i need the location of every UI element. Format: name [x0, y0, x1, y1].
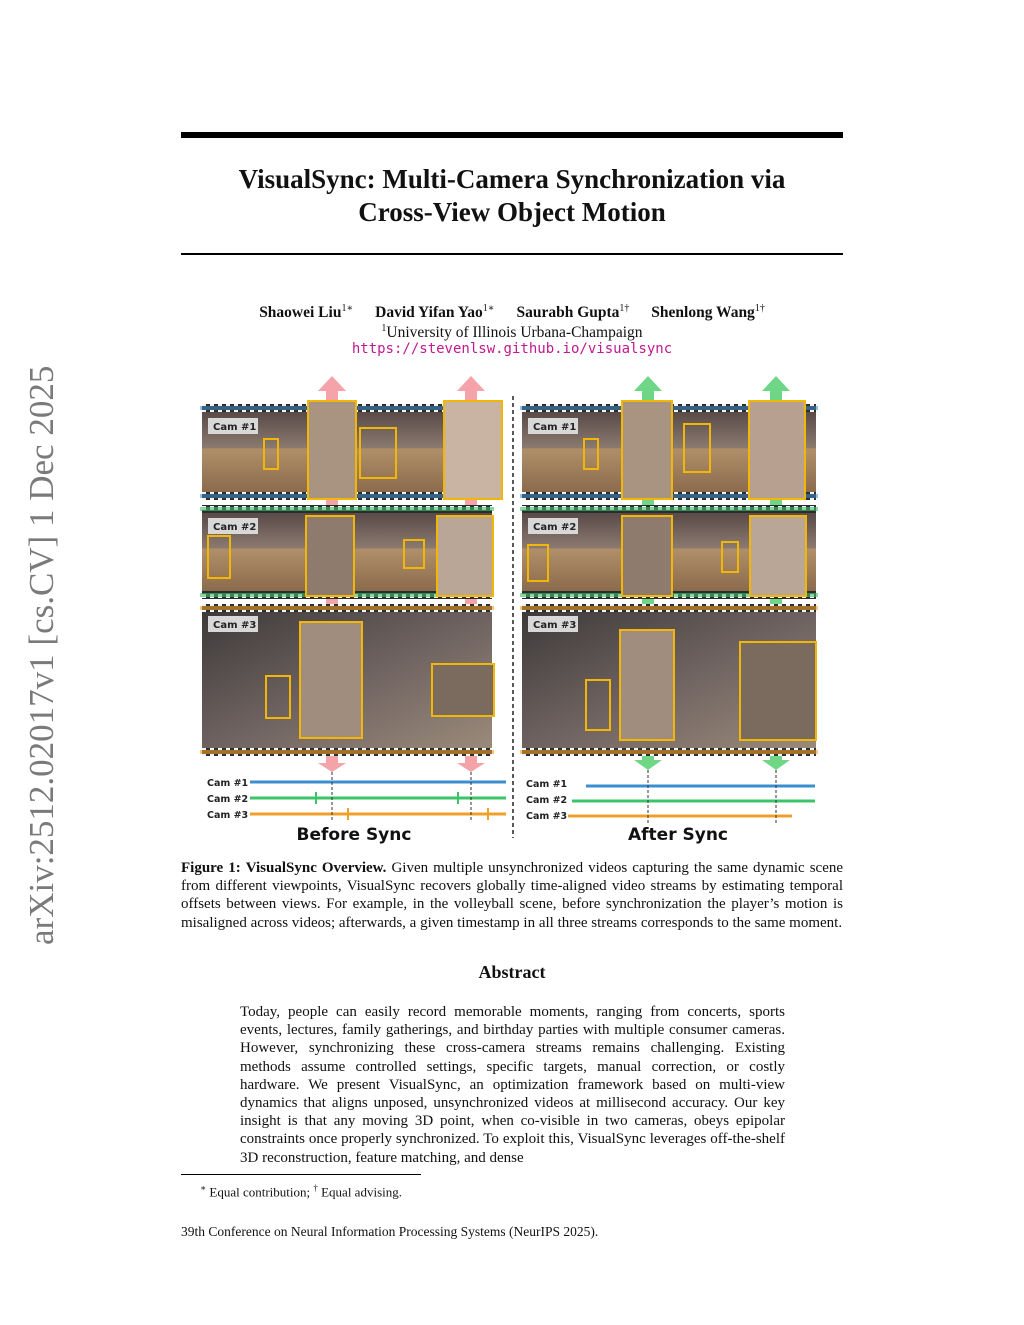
- after-sync-panel: [520, 376, 818, 845]
- after-sync-label: After Sync: [627, 825, 729, 845]
- affiliation: $^1$University of Illinois Urbana-Champaign: [381, 323, 643, 342]
- title-line-2: Cross-View Object Motion: [358, 197, 666, 227]
- author: Shaowei Liu$^{1∗}$: [259, 303, 354, 322]
- paper-title: [181, 163, 843, 229]
- timeline-label-cam3: Cam #3: [207, 810, 249, 821]
- title-top-rule: [181, 132, 843, 138]
- before-sync-label: Before Sync: [296, 825, 412, 845]
- before-sync-panel: [200, 376, 506, 845]
- arxiv-identifier: arXiv:2512.02017v1 [cs.CV] 1 Dec 2025: [22, 365, 61, 945]
- caption-title: VisualSync Overview.: [245, 860, 387, 876]
- venue-line: 39th Conference on Neural Information Processing Systems (NeurIPS 2025).: [181, 1224, 599, 1239]
- cam-2-label: Cam #2: [213, 522, 257, 533]
- figure-caption: [181, 859, 843, 932]
- timeline-label-cam3-after: Cam #3: [526, 811, 568, 822]
- caption-label: Figure 1:: [181, 860, 241, 876]
- abstract-text: Today, people can easily record memorable moments, ranging from concerts, sports events, lectures, family gatherings, and birthday parties with multiple consumer cameras. However, synchronizing these cross-camera streams remains challenging. Existing methods assume controlled settings, specific targets, manual correction, or costly hardware. We present VisualSync, an optimization framework based on multi-view dynamics that aligns unposed, unsynchronized videos at millisecond accuracy. Our key insight is that any moving 3D point, when co-visible in two cameras, obeys epipolar constraints once properly synchronized. To exploit this, VisualSync leverages off-the-shelf 3D reconstruction, feature matching, and dense: [240, 1004, 785, 1166]
- author: Saurabh Gupta$^{1\dagger}$: [516, 303, 630, 322]
- cam-3-label: Cam #3: [213, 620, 257, 631]
- author: Shenlong Wang$^{1\dagger}$: [651, 303, 765, 322]
- cam-3-label-after: Cam #3: [533, 620, 577, 631]
- timeline-label-cam2-after: Cam #2: [526, 795, 568, 806]
- footnote-rule: [181, 1174, 421, 1175]
- title-bottom-rule: [181, 253, 843, 255]
- timeline-label-cam1-after: Cam #1: [526, 779, 568, 790]
- footnote: ∗ Equal contribution; † Equal advising.: [200, 1183, 402, 1200]
- cam-1-label-after: Cam #1: [533, 422, 577, 433]
- abstract-heading: Abstract: [478, 962, 546, 982]
- caption-text: Given multiple unsynchronized videos capturing the same dynamic scene from different viewpoints, VisualSync recovers globally time-aligned video streams by estimating temporal offsets between views. For example, in the volleyball scene, before synchronization the player’s motion is misaligned across videos; afterwards, a given timestamp in all three streams corresponds to the same moment.: [181, 860, 844, 931]
- title-line-1: VisualSync: Multi-Camera Synchronization via: [238, 164, 786, 194]
- project-url-link[interactable]: https://stevenlsw.github.io/visualsync: [351, 341, 673, 357]
- author: David Yifan Yao$^{1∗}$: [375, 303, 495, 322]
- timeline-label-cam1: Cam #1: [207, 778, 249, 789]
- cam-2-label-after: Cam #2: [533, 522, 577, 533]
- cam-1-label: Cam #1: [213, 422, 257, 433]
- timeline-label-cam2: Cam #2: [207, 794, 249, 805]
- figure-1-overview: [200, 368, 822, 852]
